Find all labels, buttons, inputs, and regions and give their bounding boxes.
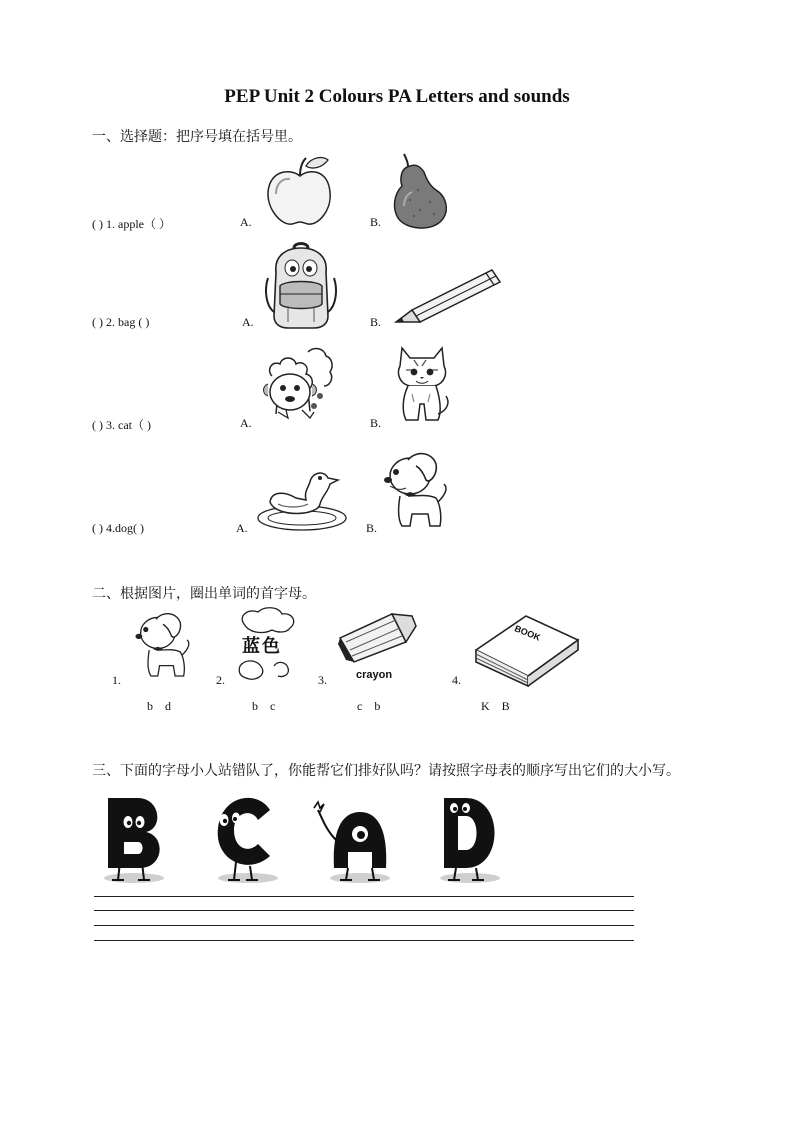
crayon-label: crayon: [356, 669, 393, 681]
section1-heading: 一、选择题：把序号填在括号里。: [92, 129, 302, 145]
question-3-option-a: A.: [240, 416, 252, 430]
writing-line-2[interactable]: [94, 910, 634, 911]
backpack-icon: [264, 242, 338, 330]
question-1-option-b: B.: [370, 215, 382, 229]
section2-item-2-number: 2.: [216, 673, 225, 687]
question-4-option-a: A.: [236, 521, 248, 535]
cat-icon: [392, 344, 452, 426]
section3-heading: 三、下面的字母小人站错队了，你能帮它们排好队吗？请按照字母表的顺序写出它们的大小写。: [92, 763, 680, 779]
section2-item-3-letters: c b: [357, 699, 381, 713]
letter-d-character-icon: [434, 792, 506, 886]
letter-c-character-icon: [208, 790, 280, 886]
question-4-option-b: B.: [366, 521, 378, 535]
question-3-option-b: B.: [370, 416, 382, 430]
writing-line-1[interactable]: [94, 896, 634, 897]
page-title: PEP Unit 2 Colours PA Letters and sounds: [224, 86, 570, 107]
question-2-option-b: B.: [370, 315, 382, 329]
writing-line-4[interactable]: [94, 940, 634, 941]
pencil-icon: [394, 266, 504, 326]
letter-a-character-icon: [312, 800, 396, 886]
dog-small-icon: [132, 610, 194, 680]
question-1-option-a: A.: [240, 215, 252, 229]
dog-icon: [380, 450, 452, 530]
question-2-prefix: ( ) 2. bag ( ): [92, 315, 150, 329]
apple-icon: [262, 154, 338, 230]
book-icon: [466, 610, 584, 686]
crayon-icon: [336, 608, 418, 662]
question-1-prefix: ( ) 1. apple（ ）: [92, 217, 171, 231]
section2-item-2-letters: b c: [252, 699, 276, 713]
question-4-prefix: ( ) 4.dog( ): [92, 521, 144, 535]
section2-item-3-number: 3.: [318, 673, 327, 687]
sheep-icon: [258, 346, 338, 426]
letter-b-character-icon: [98, 792, 170, 886]
section2-item-1-letters: b d: [147, 699, 171, 713]
pear-icon: [390, 150, 452, 232]
book-label: BOOK: [513, 623, 542, 643]
question-2-option-a: A.: [242, 315, 254, 329]
section2-item-1-number: 1.: [112, 673, 121, 687]
question-3-prefix: ( ) 3. cat（ ): [92, 418, 151, 432]
section2-heading: 二、根据图片，圈出单词的首字母。: [92, 586, 316, 602]
section2-item-4-number: 4.: [452, 673, 461, 687]
writing-line-3[interactable]: [94, 925, 634, 926]
duck-icon: [256, 464, 348, 532]
blue-colour-label: 蓝色: [242, 636, 282, 657]
section2-item-4-letters: K B: [481, 699, 510, 713]
